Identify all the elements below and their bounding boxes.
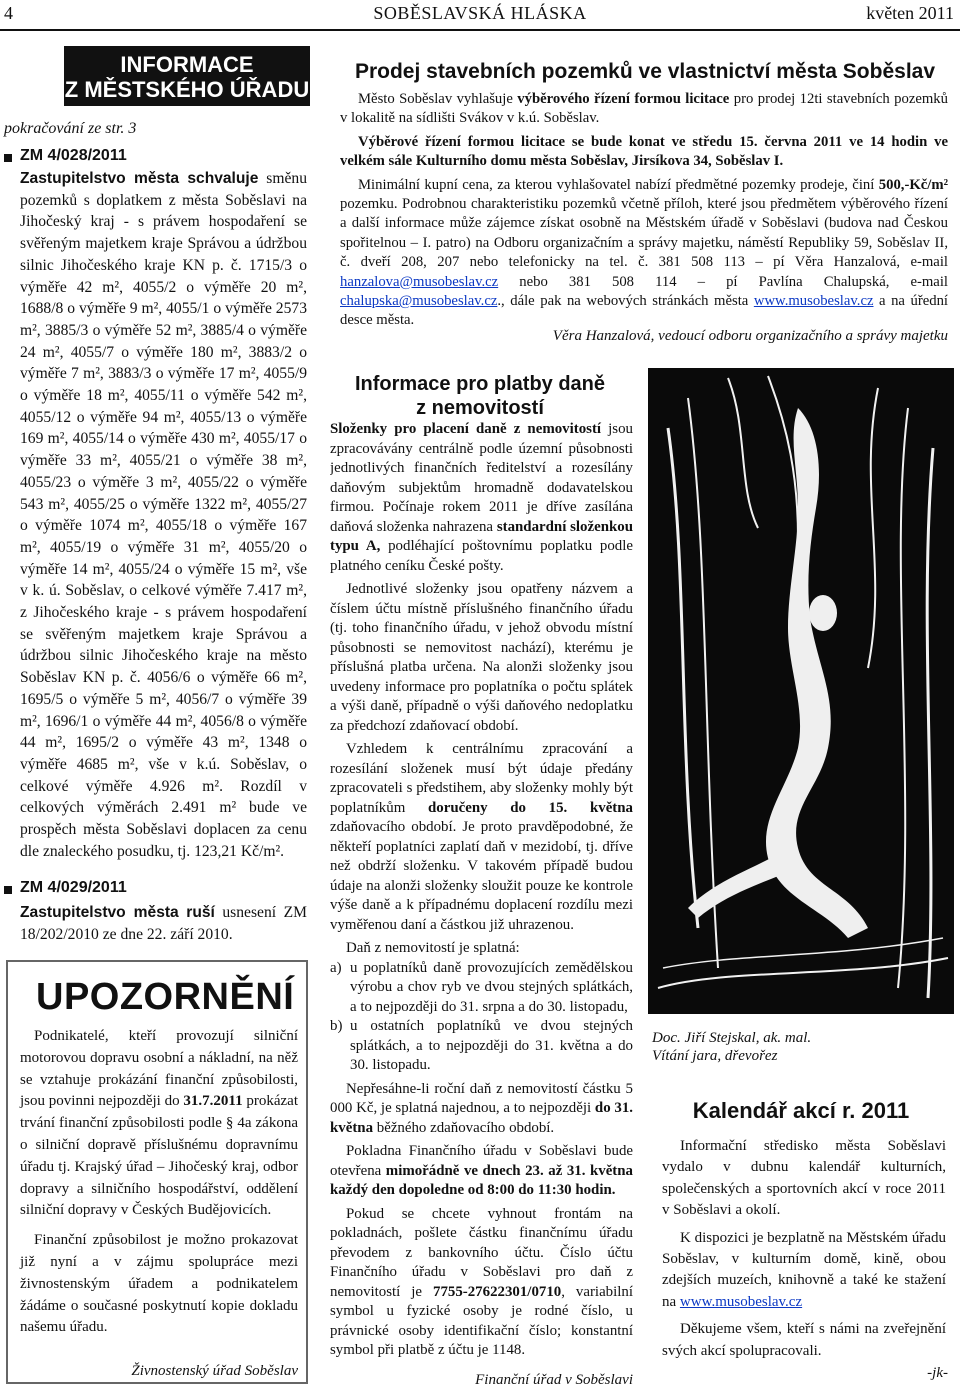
article-paragraph	[330, 1205, 633, 1361]
resolution-heading: ZM 4/029/2011	[20, 879, 127, 896]
text: běžného zdaňovacího období.	[376, 1119, 555, 1136]
article-paragraph	[340, 176, 948, 331]
issue-date: květen 2011	[866, 3, 954, 23]
resolution-text	[20, 902, 307, 945]
article-signature: -jk-	[927, 1365, 948, 1381]
bold-text: Složenky pro placení daně z nemovitostí	[330, 421, 602, 437]
text: Město Soběslav vyhlašuje	[358, 91, 513, 107]
bold-text: výběrového řízení formou licitace	[517, 91, 730, 107]
text: a na úřední desce města.	[340, 293, 948, 329]
article-paragraph: Jednotlivé složenky jsou opatřeny názvem a číslem účtu místně příslušného finančního úřadu (tj. toho finančního úřadu, v jehož obvodu místní působnosti se nemovitost nachází), kterému je příslušná platba určena. Na alonži složenky jsou uvedeny informace pro poplatníka o počtu splátek a výši daně, případně o výši daňového nedoplatku za předchozí zdaňovací období.	[330, 581, 633, 734]
article-paragraph	[330, 1080, 633, 1139]
text: pozemku. Podrobnou charakteristiku pozemků včetně příloh, které jsou předmětem výběrového řízení a další informace může zájemce získat osobně na Městském úřadě v Soběslavi (budova nad Českou spořitelnou – I. patro) na Odboru organizačním a správy majetku, náměstí Republiky 59, Soběslav II, č. dveří 208, 207 nebo telefonicky na tel. č. 381 508 113 – pí Věra Hanzalová, e-mail	[340, 196, 948, 271]
article-paragraph	[330, 420, 633, 576]
resolution-body: usnesení ZM 18/202/2010 ze dne 22. září 2010.	[20, 904, 307, 943]
bold-text: Výběrové řízení formou licitace se bude konat ve středu 15. června 2011 ve 14 hodin ve velkém sále Kulturního domu města Soběslav, Jirsíkova 34, Soběslav I.	[340, 133, 948, 170]
text: , variabilní symbol u fyzické osoby je rodné číslo, u právnické osoby identifikační číslo; konstantní symbol při platbě z účtu je 1148.	[330, 1283, 633, 1358]
text: jsou zpracovávány centrálně podle územní působnosti jednotlivých finančních ředitelství a rozesílány daňovým subjektům hromadně dodavatelskou firmou. Počínaje rokem 2011 je dříve zasílána daňová složenka nahrazena	[330, 421, 633, 535]
notice-title: UPOZORNĚNÍ	[36, 976, 295, 1018]
text: zdaňovacího období. Je proto pravděpodobné, že někteří poplatníci zaplatí daň v mezidobí, tj. dříve než obdrží složenku. V takovém případě budou údaje na alonži složenky sloužit pouze ke kontrole výše daně a k případnému doplacení rozdílu mezi vyměřenou daní a částkou již uhrazenou.	[330, 819, 633, 933]
article-body	[340, 90, 948, 335]
list-marker: b)	[330, 1018, 343, 1034]
resolution-lead: Zastupitelstvo města	[20, 904, 179, 921]
bold-text: 7755-27622301/0710	[433, 1283, 562, 1300]
article-paragraph: Informační středisko města Soběslavi vydalo v dubnu kalendář kulturních, společenských a sportovních akcí v roce 2011 v Soběslavi a okolí.	[662, 1138, 946, 1219]
article-paragraph: Daň z nemovitostí je splatná:	[346, 940, 520, 956]
section-banner-line2: Z MĚSTSKÉHO ÚŘADU	[64, 77, 310, 102]
title-line: z nemovitostí	[416, 397, 544, 419]
bold-text: do 31. května	[330, 1100, 633, 1136]
text: Nepřesáhne-li roční daň z nemovitostí částku 5 000 Kč, je splatná najednou, a to nejpozději	[330, 1080, 633, 1116]
resolution-verb: ruší	[186, 904, 215, 921]
notice-body	[20, 1026, 298, 1347]
resolution-body: směnu pozemků s doplatkem z města Soběslavi na Jihočeský kraj - s právem hospodaření se svěřeným majetkem kraje Správou a údržbou silnic Jihočeského kraje KN p. č. 1715/3 o výměře 42 m², 4055/2 o výměře 20 m², 1688/8 o výměře 9 m², 4055/1 o výměře 2573 m², 3885/3 o výměře 52 m², 3885/4 o výměře 24 m², 4055/7 o výměře 180 m², 3883/2 o výměře 7 m², 3883/3 o výměře 17 m², 4055/9 o výměře 18 m², 4055/11 o výměře 542 m², 4055/12 o výměře 94 m², 4055/13 o výměře 169 m², 4055/14 o výměře 430 m², 4055/17 o výměře 33 m², 4055/21 o výměře 38 m², 4055/23 o výměře 3 m², 4055/22 o výměře 543 m², 4055/25 o výměře 1322 m², 4055/27 o výměře 1074 m², 4055/18 o výměře 167 m², 4055/19 o výměře 31 m², 4055/20 o výměře 14 m², 4055/24 o výměře 15 m², vše v k. ú. Soběslav, o celkové výměře 7.417 m², z Jihočeského kraje - s právem hospodaření se svěřeným majetkem kraje Správou a údržbou silnic Jihočeského kraje na město Soběslav KN p. č. 4056/6 o výměře 66 m², 1695/5 o výměře 5 m², 4056/7 o výměře 39 m², 1696/1 o výměře 44 m², 4056/8 o výměře 44 m², 1695/2 o výměře 43 m², 1348 o výměře 4685 m², vše v k.ú. Soběslav, o celkové výměře 4.926 m². Rozdíl v celkových výměrách 2.491 m² bude ve prospěch města Soběslavi doplacen za cenu dle znaleckého posudku, tj. 123,21 Kč/m².	[20, 170, 307, 860]
image-caption-title: Vítání jara, dřevořez	[652, 1048, 778, 1064]
article-title	[330, 372, 630, 420]
article-paragraph	[330, 740, 633, 935]
article-body	[662, 1136, 946, 1368]
notice-paragraph: Finanční způsobilost je možno prokazovat již nyní a v zájmu spolupráce mezi živnostenským úřadem a podnikatelem žádáme o současné poskytnutí kopie dokladu našemu úřadu.	[20, 1232, 298, 1336]
header-rule	[0, 29, 960, 31]
section-banner	[64, 46, 310, 106]
image-caption-author: Doc. Jiří Stejskal, ak. mal.	[652, 1030, 812, 1046]
article-title: Prodej stavebních pozemků ve vlastnictví města Soběslav	[354, 60, 936, 83]
article-paragraph	[340, 90, 948, 129]
website-link[interactable]: www.musobeslav.cz	[753, 293, 874, 310]
resolution-heading: ZM 4/028/2011	[20, 147, 127, 164]
page-number: 4	[4, 3, 13, 23]
text: nebo 381 508 114 – pí Pavlína Chalupská, e-mail	[519, 273, 948, 290]
bullet-square-icon	[4, 154, 12, 162]
title-line: Informace pro platby daně	[354, 373, 606, 395]
email-link[interactable]: chalupska@musobeslav.cz	[340, 293, 498, 310]
bullet-square-icon	[4, 886, 12, 894]
article-signature: Věra Hanzalová, vedoucí odboru organizačního a správy majetku	[552, 328, 948, 344]
newspaper-title: SOBĚSLAVSKÁ HLÁSKA	[373, 3, 587, 23]
price: 500,-Kč/m²	[878, 176, 949, 193]
text: Pokud se chcete vyhnout frontám na pokladnách, pošlete částku finančnímu úřadu převodem z bankovního účtu. Číslo účtu Finančního úřadu v Soběslavi pro daň z nemovitostí je	[330, 1205, 633, 1300]
woodcut-image	[648, 368, 954, 1014]
bold-text: standardní složenkou typu A,	[330, 518, 633, 554]
bold-text: doručeny do 15. května	[427, 799, 633, 816]
resolution-lead: Zastupitelstvo města schvaluje	[20, 170, 259, 187]
resolution-text	[20, 168, 307, 938]
list-marker: a)	[330, 959, 342, 976]
email-link[interactable]: hanzalova@musobeslav.cz	[340, 273, 499, 290]
article-paragraph	[662, 1228, 946, 1314]
notice-paragraph	[20, 1026, 298, 1222]
notice-signature: Živnostenský úřad Soběslav	[131, 1363, 298, 1379]
text: Minimální kupní cena, za kterou vyhlašovatel nabízí předmětné pozemky prodeje, činí	[358, 176, 875, 193]
website-link[interactable]: www.musobeslav.cz	[679, 1293, 803, 1310]
article-signature: Finanční úřad v Soběslavi	[475, 1372, 633, 1388]
article-paragraph	[330, 1142, 633, 1201]
article-paragraph: Děkujeme všem, kteří s námi na zveřejnění svých akcí spolupracovali.	[662, 1321, 946, 1359]
section-banner-line1: INFORMACE	[120, 52, 254, 77]
text: pro prodej 12ti stavebních pozemků v lokalitě na sídlišti Svákov v k.ú. Soběslav.	[340, 91, 948, 127]
notice-deadline: 31.7.2011	[183, 1093, 243, 1110]
bold-text: mimořádně ve dnech 23. až 31. května každý den dopoledne od 8:00 do 11:30 hodin.	[330, 1162, 633, 1198]
notice-text: prokázat trvání finanční způsobilosti podle § 4a zákona o silniční dopravě příslušnému dopravnímu úřadu tj. Krajský úřad – Jihočeský kraj, odbor dopravy a silničního hospodářství, oddělení silniční dopravy v Českých Budějovicích.	[20, 1093, 299, 1219]
notice-text: Podnikatelé, kteří provozují silniční motorovou dopravu osobní a nákladní, na něž se vztahuje prokázání finanční způsobilosti, jsou povinni nejpozději do	[20, 1028, 298, 1110]
list-item	[330, 1017, 633, 1076]
article-paragraph	[340, 133, 948, 172]
list-item	[330, 959, 633, 1018]
text: Pokladna Finančního úřadu v Soběslavi bude otevřena	[330, 1143, 633, 1179]
article-body	[330, 420, 633, 1370]
text: u ostatních poplatníků ve dvou stejných splátkách, a to nejpozději do 31. května a do 30. listopadu.	[350, 1018, 633, 1073]
text: K dispozici je bezplatně na Městském úřadu Soběslav, v kulturním domě, kině, obou zdejších muzeích, knihovně a také ke stažení na	[662, 1229, 946, 1310]
text: Vzhledem k centrálnímu zpracování a rozesílání složenek musí být údaje předány zpracovateli s předstihem, aby složenky mohly být poplatníkům	[330, 741, 633, 816]
article-title: Kalendář akcí r. 2011	[692, 1098, 910, 1123]
text: u poplatníků daně provozujících zemědělskou výrobu a chov ryb ve dvou stejných splátkách, a to nejpozději do 31. srpna a do 30. listopadu,	[350, 959, 633, 1015]
continued-note: pokračování ze str. 3	[4, 120, 137, 137]
text: podléhající poštovnímu poplatku podle platného ceníku České pošty.	[330, 538, 633, 574]
text: ., dále pak na webových stránkách města	[497, 293, 749, 310]
